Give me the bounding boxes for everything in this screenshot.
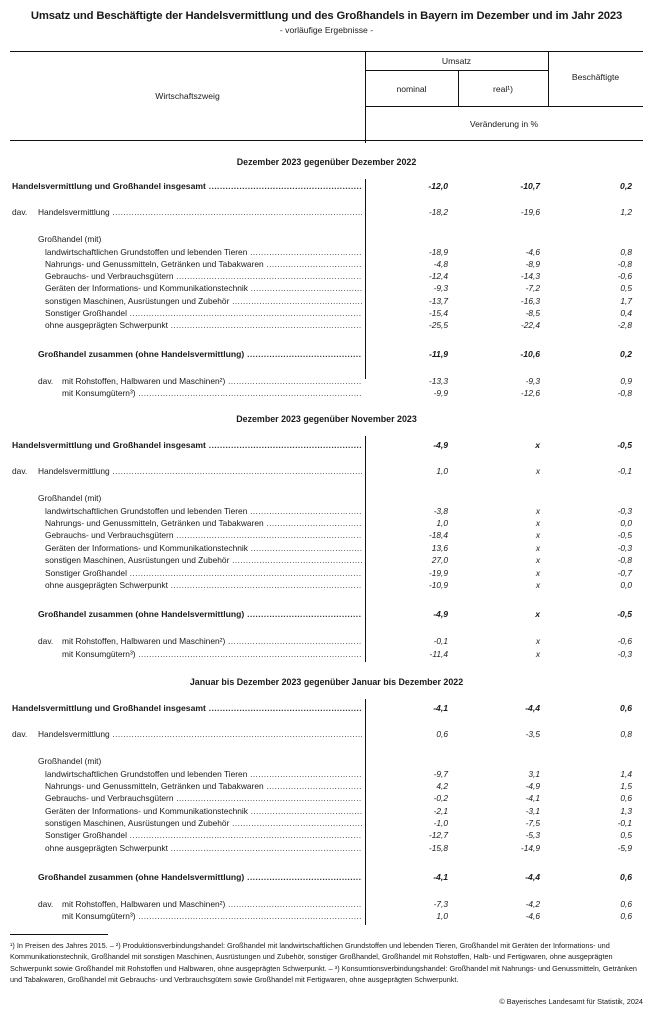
page-title: Umsatz und Beschäftigte der Handelsvermittlung und des Großhandels in Bayern im Dezember und im Jahr 2023: [30, 10, 623, 22]
value-real: -4,9: [525, 781, 540, 791]
table-row: [0, 729, 653, 741]
value-nominal: -9,9: [433, 388, 448, 398]
value-nominal: -18,2: [428, 207, 448, 217]
value-beschaeftigte: 1,2: [620, 207, 632, 217]
value-nominal: -15,8: [428, 843, 448, 853]
value-nominal: -12,4: [428, 271, 448, 281]
footnotes: ¹) In Preisen des Jahres 2015. – ²) Produktionsverbindungshandel: Großhandel mit landwirtschaftlichen Grundstoffen und lebenden Tieren, Großhandel mit Geräten der Informations- und Kommunikationstechnik, Großhandel mit sonstigen Maschinen, Ausrüstungen und Zubehör, sonstiger Großhandel, Großhandel mit Rohstoffen, Halb- und Fertigwaren, ohne ausgeprägten Schwerpunkt sowie Großhandel mit Rohstoffen und Halbwaren, ohne ausgeprägten Schwerpunkt. – ³) Konsumtionsverbindungshandel: Großhandel mit Nahrungs- und Genussmitteln, Getränken und Tabakwaren, Großhandel mit Gebrauchs- und Verbrauchsgütern sowie Großhandel mit Fertigwaren, ohne ausgeprägten Schwerpunkt.: [10, 941, 637, 985]
value-beschaeftigte: -0,3: [617, 543, 632, 553]
table-row: [0, 609, 653, 621]
value-real: x: [535, 609, 540, 619]
value-real: -12,6: [520, 388, 540, 398]
value-beschaeftigte: -0,7: [617, 568, 632, 578]
value-real: -14,9: [520, 843, 540, 853]
value-beschaeftigte: -0,1: [617, 818, 632, 828]
table-row: [0, 376, 653, 388]
table-row: [0, 781, 653, 793]
value-nominal: -25,5: [428, 320, 448, 330]
row-label: Großhandel (mit): [38, 234, 102, 244]
row-label: sonstigen Maschinen, Ausrüstungen und Zubehör: [45, 555, 230, 565]
table-row: [0, 818, 653, 830]
value-beschaeftigte: 0,0: [620, 580, 632, 590]
row-label: sonstigen Maschinen, Ausrüstungen und Zubehör: [45, 296, 230, 306]
table-row: [0, 506, 653, 518]
value-nominal: -4,9: [433, 609, 448, 619]
value-real: -4,1: [525, 793, 540, 803]
value-real: x: [535, 555, 540, 565]
value-nominal: 1,0: [436, 911, 448, 921]
table-row: [0, 543, 653, 555]
header-wirtschaftszweig: Wirtschaftszweig: [155, 91, 220, 101]
value-real: -16,3: [520, 296, 540, 306]
value-beschaeftigte: -0,3: [617, 649, 632, 659]
table-row: [0, 649, 653, 661]
table-row: [0, 388, 653, 400]
row-label: Geräten der Informations- und Kommunikationstechnik: [45, 806, 248, 816]
value-beschaeftigte: -0,6: [617, 636, 632, 646]
value-beschaeftigte: 0,0: [620, 518, 632, 528]
value-nominal: 4,2: [436, 781, 448, 791]
table-row: [0, 320, 653, 332]
value-real: -7,2: [525, 283, 540, 293]
value-real: x: [535, 518, 540, 528]
row-label: mit Konsumgütern³): [62, 649, 136, 659]
value-real: -8,9: [525, 259, 540, 269]
value-beschaeftigte: -0,5: [617, 440, 632, 450]
value-nominal: 0,6: [436, 729, 448, 739]
value-nominal: -11,4: [429, 649, 448, 659]
value-beschaeftigte: -0,8: [617, 259, 632, 269]
value-nominal: -12,0: [428, 181, 448, 191]
row-label: mit Rohstoffen, Halbwaren und Maschinen²): [62, 636, 226, 646]
value-beschaeftigte: 1,7: [620, 296, 632, 306]
value-nominal: -4,9: [433, 440, 448, 450]
row-label: Handelsvermittlung und Großhandel insgesamt: [12, 703, 206, 713]
table-row: [0, 703, 653, 715]
value-real: -9,3: [525, 376, 540, 386]
value-beschaeftigte: 0,6: [620, 911, 632, 921]
value-real: -19,6: [520, 207, 540, 217]
row-label: mit Rohstoffen, Halbwaren und Maschinen²): [62, 899, 226, 909]
value-real: -5,3: [525, 830, 540, 840]
row-label: Gebrauchs- und Verbrauchsgütern: [45, 793, 174, 803]
table-row: [0, 234, 653, 246]
row-label: Nahrungs- und Genussmitteln, Getränken und Tabakwaren: [45, 518, 264, 528]
row-label: Handelsvermittlung: [38, 207, 110, 217]
row-label: Großhandel (mit): [38, 493, 102, 503]
value-real: x: [535, 568, 540, 578]
row-label: Handelsvermittlung: [38, 729, 110, 739]
value-nominal: -15,4: [428, 308, 448, 318]
value-real: -8,5: [525, 308, 540, 318]
table-row: [0, 207, 653, 219]
table-row: [0, 466, 653, 478]
value-nominal: -13,7: [428, 296, 448, 306]
value-real: x: [535, 506, 540, 516]
value-real: x: [535, 530, 540, 540]
row-label: Handelsvermittlung und Großhandel insgesamt: [12, 181, 206, 191]
value-nominal: -12,7: [428, 830, 448, 840]
value-beschaeftigte: -0,8: [617, 555, 632, 565]
value-nominal: -18,9: [428, 247, 448, 257]
row-label: sonstigen Maschinen, Ausrüstungen und Zubehör: [45, 818, 230, 828]
row-label: Sonstiger Großhandel: [45, 308, 127, 318]
value-real: -14,3: [520, 271, 540, 281]
value-beschaeftigte: -0,8: [617, 388, 632, 398]
value-beschaeftigte: -0,5: [617, 530, 632, 540]
row-label: Nahrungs- und Genussmitteln, Getränken und Tabakwaren: [45, 781, 264, 791]
value-beschaeftigte: 0,8: [620, 247, 632, 257]
value-nominal: -7,3: [433, 899, 448, 909]
header-real: real¹): [492, 84, 514, 94]
row-label: landwirtschaftlichen Grundstoffen und lebenden Tieren: [45, 506, 248, 516]
value-beschaeftigte: 0,6: [620, 872, 632, 882]
value-real: 3,1: [528, 769, 540, 779]
row-prefix: dav.: [38, 899, 54, 909]
row-prefix: dav.: [12, 207, 28, 217]
row-label: Großhandel (mit): [38, 756, 102, 766]
row-label: Großhandel zusammen (ohne Handelsvermittlung): [38, 872, 245, 882]
value-real: -4,4: [525, 872, 540, 882]
value-nominal: -3,8: [433, 506, 448, 516]
row-label: landwirtschaftlichen Grundstoffen und lebenden Tieren: [45, 769, 248, 779]
value-real: -10,6: [520, 349, 540, 359]
value-nominal: -9,3: [433, 283, 448, 293]
row-label: mit Rohstoffen, Halbwaren und Maschinen²): [62, 376, 226, 386]
row-label: ohne ausgeprägten Schwerpunkt: [45, 320, 168, 330]
value-real: -10,7: [520, 181, 540, 191]
value-beschaeftigte: 0,5: [620, 830, 632, 840]
header-umsatz: Umsatz: [441, 56, 472, 66]
value-beschaeftigte: 0,9: [620, 376, 632, 386]
row-label: Geräten der Informations- und Kommunikationstechnik: [45, 543, 248, 553]
value-real: -3,5: [525, 729, 540, 739]
value-nominal: 27,0: [431, 555, 448, 565]
value-real: x: [535, 580, 540, 590]
table-row: [0, 259, 653, 271]
table-row: [0, 271, 653, 283]
row-label: Sonstiger Großhandel: [45, 830, 127, 840]
table-row: [0, 911, 653, 923]
value-nominal: -11,9: [429, 349, 448, 359]
value-nominal: -10,9: [428, 580, 448, 590]
row-label: mit Konsumgütern³): [62, 911, 136, 921]
table-row: [0, 247, 653, 259]
table-row: [0, 769, 653, 781]
value-beschaeftigte: 0,2: [620, 349, 632, 359]
value-beschaeftigte: -2,8: [617, 320, 632, 330]
table-row: [0, 440, 653, 452]
row-label: mit Konsumgütern³): [62, 388, 136, 398]
copyright: © Bayerisches Landesamt für Statistik, 2024: [499, 997, 643, 1006]
table-row: [0, 806, 653, 818]
header-beschaeftigte: Beschäftigte: [571, 72, 620, 82]
row-label: Gebrauchs- und Verbrauchsgütern: [45, 530, 174, 540]
value-nominal: -2,1: [433, 806, 448, 816]
table-row: [0, 349, 653, 361]
footnote-rule: [10, 934, 108, 935]
value-real: -4,6: [525, 247, 540, 257]
value-beschaeftigte: 0,6: [620, 899, 632, 909]
value-beschaeftigte: 1,4: [620, 769, 632, 779]
row-label: Handelsvermittlung und Großhandel insgesamt: [12, 440, 206, 450]
value-beschaeftigte: 1,3: [620, 806, 632, 816]
table-row: [0, 872, 653, 884]
value-beschaeftigte: 0,6: [620, 793, 632, 803]
value-real: -4,4: [525, 703, 540, 713]
row-label: ohne ausgeprägten Schwerpunkt: [45, 843, 168, 853]
value-real: -4,2: [525, 899, 540, 909]
value-real: x: [535, 649, 540, 659]
value-beschaeftigte: 0,8: [620, 729, 632, 739]
value-nominal: -0,1: [433, 636, 448, 646]
value-beschaeftigte: 0,2: [620, 181, 632, 191]
value-beschaeftigte: 0,6: [620, 703, 632, 713]
header-nominal: nominal: [396, 84, 427, 94]
table-row: [0, 830, 653, 842]
row-label: Nahrungs- und Genussmitteln, Getränken und Tabakwaren: [45, 259, 264, 269]
section-title: Januar bis Dezember 2023 gegenüber Januar bis Dezember 2022: [189, 677, 464, 687]
table-row: [0, 308, 653, 320]
value-real: x: [535, 636, 540, 646]
page-subtitle: - vorläufige Ergebnisse -: [279, 25, 374, 35]
value-nominal: -4,1: [433, 872, 448, 882]
row-label: Handelsvermittlung: [38, 466, 110, 476]
row-label: Gebrauchs- und Verbrauchsgütern: [45, 271, 174, 281]
row-prefix: dav.: [38, 376, 54, 386]
row-label: Sonstiger Großhandel: [45, 568, 127, 578]
section-title: Dezember 2023 gegenüber November 2023: [236, 414, 417, 424]
table-row: [0, 793, 653, 805]
value-nominal: -4,8: [433, 259, 448, 269]
table-row: [0, 555, 653, 567]
value-beschaeftigte: 0,5: [620, 283, 632, 293]
table-row: [0, 636, 653, 648]
value-beschaeftigte: -0,5: [617, 609, 632, 619]
value-beschaeftigte: -5,9: [617, 843, 632, 853]
value-nominal: -9,7: [433, 769, 448, 779]
row-prefix: dav.: [38, 636, 54, 646]
value-beschaeftigte: -0,1: [617, 466, 632, 476]
value-nominal: -18,4: [428, 530, 448, 540]
value-real: x: [535, 440, 540, 450]
value-real: -4,6: [525, 911, 540, 921]
table-row: [0, 493, 653, 505]
row-prefix: dav.: [12, 729, 28, 739]
value-nominal: -4,1: [433, 703, 448, 713]
header-bottom-rule: [10, 140, 643, 141]
value-beschaeftigte: 0,4: [620, 308, 632, 318]
row-label: Geräten der Informations- und Kommunikationstechnik: [45, 283, 248, 293]
table-row: [0, 568, 653, 580]
subheader-rule: [365, 106, 643, 107]
table-row: [0, 899, 653, 911]
value-beschaeftigte: -0,6: [617, 271, 632, 281]
table-row: [0, 580, 653, 592]
row-label: ohne ausgeprägten Schwerpunkt: [45, 580, 168, 590]
row-label: landwirtschaftlichen Grundstoffen und lebenden Tieren: [45, 247, 248, 257]
value-real: x: [535, 543, 540, 553]
table-row: [0, 296, 653, 308]
value-real: -7,5: [525, 818, 540, 828]
table-row: [0, 518, 653, 530]
table-row: [0, 181, 653, 193]
table-row: [0, 756, 653, 768]
row-label: Großhandel zusammen (ohne Handelsvermittlung): [38, 609, 245, 619]
table-row: [0, 283, 653, 295]
value-nominal: -0,2: [433, 793, 448, 803]
value-nominal: -13,3: [428, 376, 448, 386]
umsatz-underline: [365, 70, 548, 71]
value-beschaeftigte: -0,3: [617, 506, 632, 516]
row-prefix: dav.: [12, 466, 28, 476]
section-title: Dezember 2023 gegenüber Dezember 2022: [236, 157, 417, 167]
value-nominal: -19,9: [428, 568, 448, 578]
value-real: -3,1: [525, 806, 540, 816]
value-nominal: 13,6: [431, 543, 448, 553]
value-real: x: [535, 466, 540, 476]
row-label: Großhandel zusammen (ohne Handelsvermittlung): [38, 349, 245, 359]
table-row: [0, 530, 653, 542]
value-real: -22,4: [520, 320, 540, 330]
table-row: [0, 843, 653, 855]
header-unit: Veränderung in %: [469, 119, 539, 129]
value-nominal: 1,0: [436, 518, 448, 528]
value-beschaeftigte: 1,5: [620, 781, 632, 791]
value-nominal: -1,0: [433, 818, 448, 828]
value-nominal: 1,0: [436, 466, 448, 476]
